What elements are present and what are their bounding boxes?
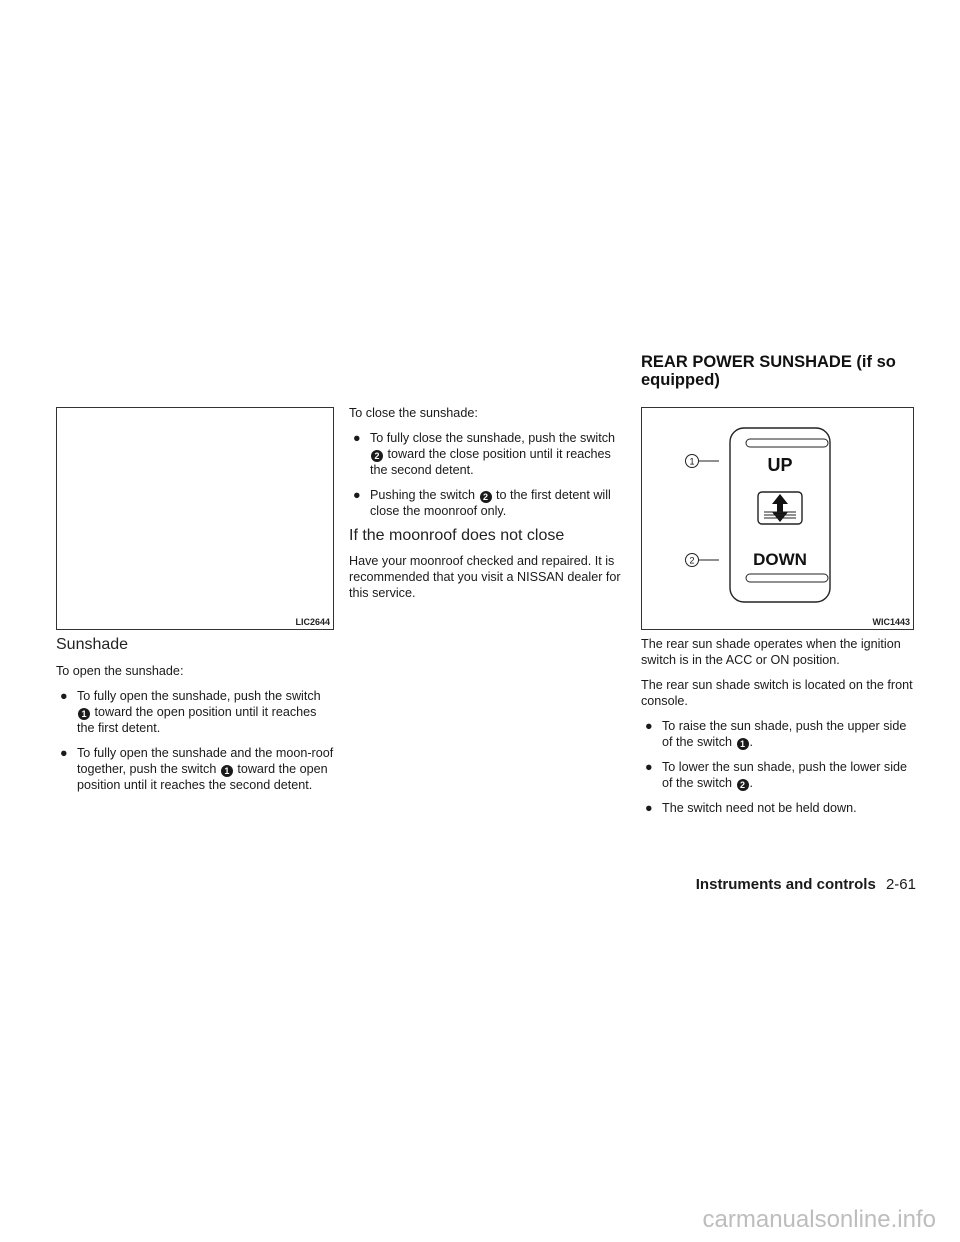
page-number: 2-61	[885, 876, 916, 893]
list-item: ● To raise the sun shade, push the upper side of the switch 1 .	[645, 719, 907, 749]
callout-1-icon: 1	[221, 765, 233, 777]
figure-lic2644	[56, 407, 334, 630]
callout-1: 1	[689, 456, 695, 467]
page-footer	[696, 876, 916, 893]
list-item: ● To fully close the sunshade, push the switch 2 toward the close position until it reaches the second detent.	[353, 431, 616, 477]
callout-1-icon: 1	[737, 738, 749, 750]
watermark: carmanualsonline.info	[702, 1206, 936, 1233]
list-item: ● To fully open the sunshade and the moon-roof together, push the switch 1 toward the open position until it reaches the second detent.	[60, 746, 334, 792]
callout-2-icon: 2	[737, 779, 749, 791]
callout-2-icon: 2	[371, 450, 383, 462]
moonroof-paragraph: Have your moonroof checked and repaired. It is recommended that you visit a NISSAN dealer for this service.	[349, 554, 621, 600]
close-intro: To close the sunshade:	[349, 406, 478, 420]
left-column	[56, 636, 334, 802]
list-item: ● To lower the sun shade, push the lower side of the switch 2 .	[645, 760, 908, 790]
rear-paragraph-2: The rear sun shade switch is located on the front console.	[641, 678, 913, 708]
sunshade-symbol-icon	[758, 492, 802, 524]
open-intro: To open the sunshade:	[56, 664, 184, 678]
figure-code: LIC2644	[295, 617, 330, 627]
down-label: DOWN	[753, 550, 807, 569]
section-title: REAR POWER SUNSHADE (if so equipped)	[641, 353, 896, 389]
footer-section-label: Instruments and controls	[695, 876, 876, 893]
moonroof-heading: If the moonroof does not close	[349, 527, 565, 544]
rear-paragraph-1: The rear sun shade operates when the ignition switch is in the ACC or ON position.	[641, 637, 901, 667]
callout-2-icon: 2	[480, 491, 492, 503]
list-item: ● The switch need not be held down.	[645, 801, 857, 815]
middle-column	[349, 405, 621, 610]
sunshade-heading: Sunshade	[56, 636, 129, 653]
callout-2: 2	[689, 555, 695, 566]
figure-wic1443	[641, 407, 914, 630]
up-label: UP	[767, 455, 793, 475]
callout-1-icon: 1	[78, 708, 90, 720]
right-column	[641, 636, 916, 825]
figure-code: WIC1443	[872, 617, 910, 627]
list-item: ● To fully open the sunshade, push the switch 1 toward the open position until it reaches the first detent.	[60, 689, 321, 735]
list-item: ● Pushing the switch 2 to the first detent will close the moonroof only.	[353, 488, 611, 518]
switch-illustration	[642, 408, 913, 629]
